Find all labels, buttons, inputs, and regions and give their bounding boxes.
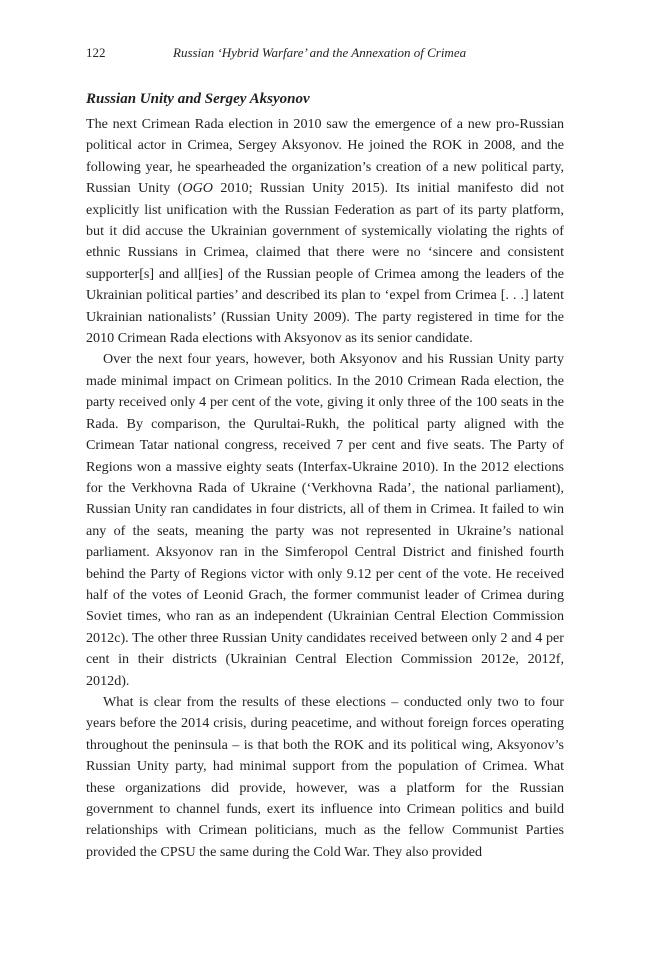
paragraph-3: What is clear from the results of these elections – conducted only two to four years before the 2014 crisis, during peacetime, and without foreign forces operating throughout the peninsula – is that both the ROK and its political wing, Aksyonov’s Russian Unity party, had minimal support from the population of Crimea. What these organizations did provide, however, was a platform for the Russian government to channel funds, exert its influence into Crimean politics and build relationships with Crimean politicians, much as the fellow Communist Parties provided the CPSU the same during the Cold War. They also provided xyxy=(86,693,564,860)
page-number: 122 xyxy=(86,45,106,60)
running-title: Russian ‘Hybrid Warfare’ and the Annexation of Crimea xyxy=(173,45,467,60)
paragraph-1-text-b: 2010; Russian Unity 2015). Its initial manifesto did not explicitly list unification with the Russian Federation as part of its party platform, but it did accuse the Ukrainian government of systemically violating the rights of ethnic Russians in Crimea, claimed that there were no ‘sincere and consistent supporter[s] and all[ies] of the Russian people of Crimea among the leaders of the Ukrainian political parties’ and described its plan to ‘expel from Crimea [. . .] latent Ukrainian nationalists’ (Russian Unity 2009). The party registered in time for the 2010 Crimean Rada elections with Aksyonov as its senior candidate. xyxy=(86,180,565,347)
paragraph-1 xyxy=(86,114,564,349)
section-heading: Russian Unity and Sergey Aksyonov xyxy=(86,91,310,107)
paragraph-1-text-a: The next Crimean Rada election in 2010 saw the emergence of a new pro-Russian political actor in Crimea, Sergey Aksyonov. He joined the ROK in 2008, and the following year, he spearheaded the organization’s creation of a new political party, Russian Unity ( xyxy=(86,116,564,197)
paragraph-1-italic-citation: OGO xyxy=(182,180,213,197)
paragraph-2: Over the next four years, however, both Aksyonov and his Russian Unity party made minimal impact on Crimean politics. In the 2010 Crimean Rada election, the party received only 4 per cent of the vote, giving it only three of the 100 seats in the Rada. By comparison, the Qurultai-Rukh, the political party aligned with the Crimean Tatar national congress, received 7 per cent and five seats. The Party of Regions won a massive eighty seats (Interfax-Ukraine 2010). In the 2012 elections for the Verkhovna Rada of Ukraine (‘Verkhovna Rada’, the national parliament), Russian Unity ran candidates in four districts, all of them in Crimea. It failed to win any of the seats, meaning the party was not represented in Ukraine’s national parliament. Aksyonov ran in the Simferopol Central District and finished fourth behind the Party of Regions victor with only 9.12 per cent of the vote. He received half of the votes of Leonid Grach, the former communist leader of Crimea during Soviet times, who ran as an independent (Ukrainian Central Election Commission 2012c). The other three Russian Unity candidates received between only 2 and 4 per cent in their districts (Ukrainian Central Election Commission 2012e, 2012f, 2012d). xyxy=(86,351,564,689)
page-body xyxy=(86,88,564,863)
